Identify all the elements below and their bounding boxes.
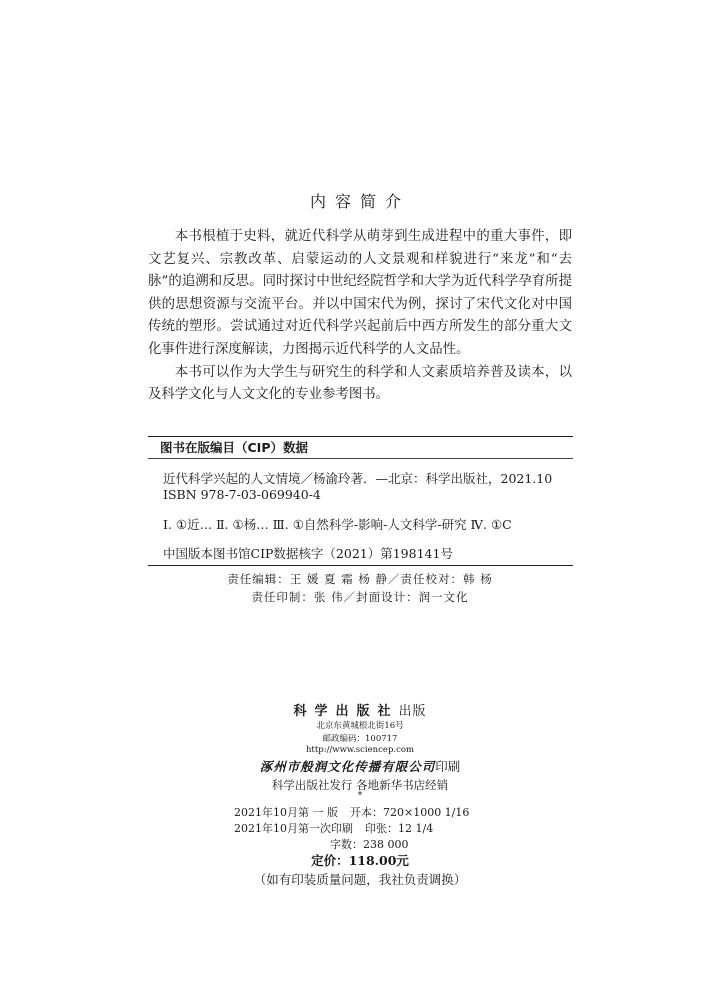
printer-name: 涿州市般润文化传播有限公司 [259,759,436,774]
cip-heading-rule [148,458,573,459]
summary-paragraph-1: 本书根植于史料，就近代科学从萌芽到生成进程中的重大事件，即文艺复兴、宗教改革、启蒙运动的人文景观和样貌进行“来龙”和“去脉”的追溯和反思。同时探讨中世纪经院哲学和大学为近代科学孕育所提供的思想资源与交流平台。并以中国宋代为例，探讨了宋代文化对中国传统的塑形。尝试通过对近代科学兴起前后中西方所发生的部分重大文化事件进行深度解读，力图揭示近代科学的人文品性。 [148,229,572,357]
credits-production: 责任印制：张 伟／封面设计：润一文化 [251,590,469,604]
publisher-address: 北京东黄城根北街16号 [316,721,404,731]
cip-verification-line: 中国版本图书馆CIP数据核字（2021）第198141号 [163,546,453,561]
price-line [0,851,720,869]
cip-isbn-line: ISBN 978-7-03-069940-4 [163,487,321,502]
printing-text: 2021年10月第一次印刷 [234,822,353,835]
cip-bottom-rule [148,565,573,566]
summary-paragraph-2: 本书可以作为大学生与研究生的科学和人文素质培养普及读本，以及科学文化与人文文化的专业参考图书。 [148,364,572,403]
cip-heading: 图书在版编目（CIP）数据 [160,440,308,455]
publisher-logo: 科学出版社 [293,704,399,719]
printer-line [0,756,720,775]
summary-body [148,226,572,407]
summary-title: 内容简介 [309,192,410,211]
sheets-text: 印张：12 1/4 [365,822,434,835]
cip-top-rule [148,436,573,437]
publisher-suffix: 出版 [398,704,427,719]
printing-line [234,820,433,836]
price-value: 118.00 [348,853,397,868]
publisher-postcode: 邮政编码：100717 [322,734,398,744]
price-unit: 元 [396,853,409,868]
edition-line [234,804,469,820]
cip-classification-line: Ⅰ. ①近… Ⅱ. ①杨… Ⅲ. ①自然科学-影响-人文科学-研究 Ⅳ. ①C [163,517,512,532]
quality-notice: （如有印装质量问题，我社负责调换） [253,872,467,887]
cip-catalog-line: 近代科学兴起的人文情境／杨渝玲著．—北京：科学出版社，2021.10 [163,471,553,486]
separator-star: * [357,791,363,801]
publisher-line [0,700,720,719]
word-count-line: 字数：238 000 [330,838,409,851]
printer-suffix: 印刷 [435,759,461,774]
edition-text: 2021年10月第 一 版 [234,806,338,819]
price-label: 定价： [311,853,349,868]
credits-editors: 责任编辑：王 媛 夏 霜 杨 静／责任校对：韩 杨 [227,572,493,586]
format-text: 开本：720×1000 1/16 [349,806,470,819]
publisher-website: http://www.sciencep.com [305,745,415,755]
distribution-line: 科学出版社发行 各地新华书店经销 [271,778,449,792]
